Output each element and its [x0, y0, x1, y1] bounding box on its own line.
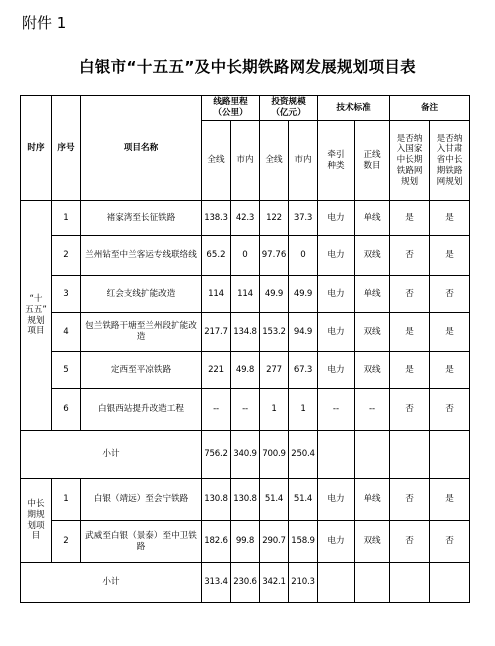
table-row — [21, 389, 470, 431]
cell-gansu-plan: 是 — [430, 479, 470, 521]
cell-mileage-total: 114 — [202, 276, 231, 313]
group2-label — [21, 479, 52, 563]
cell-mileage-city: 42.3 — [231, 201, 260, 236]
cell-mileage-city: 114 — [231, 276, 260, 313]
cell-invest-city: 1 — [289, 389, 318, 431]
group1-label-l4: 项目 — [27, 326, 45, 337]
cell-traction: 电力 — [318, 276, 355, 313]
subtotal-mileage-city: 340.9 — [231, 431, 260, 479]
subtotal-invest-city: 210.3 — [289, 563, 318, 603]
group1-label — [21, 201, 52, 431]
page-title: 白银市“十五五”及中长期铁路网发展规划项目表 — [79, 58, 416, 76]
cell-national-plan: 是 — [390, 201, 430, 236]
cell-mileage-total: 65.2 — [202, 236, 231, 276]
group2-label-l4: 目 — [31, 531, 41, 542]
cell-traction: 电力 — [318, 236, 355, 276]
header-project-name: 项目名称 — [81, 96, 202, 201]
cell-gansu-plan: 否 — [430, 276, 470, 313]
cell-gansu-plan: 否 — [430, 521, 470, 563]
cell-gansu-plan: 是 — [430, 236, 470, 276]
header-gansu-plan-l4: 期铁路 — [436, 165, 463, 176]
cell-mileage-total: 138.3 — [202, 201, 231, 236]
subtotal-label: 小计 — [21, 563, 202, 603]
attachment-label: 附件 1 — [22, 14, 67, 32]
cell-main-lines: 单线 — [355, 276, 390, 313]
table-row — [21, 352, 470, 389]
cell-seq: 3 — [52, 276, 81, 313]
header-invest-city: 市内 — [289, 121, 318, 201]
cell-seq: 1 — [52, 201, 81, 236]
header-invest-total: 全线 — [260, 121, 289, 201]
cell-mileage-city: 0 — [231, 236, 260, 276]
cell-seq: 6 — [52, 389, 81, 431]
header-investment — [260, 96, 318, 121]
header-main-lines-line2: 数目 — [363, 160, 381, 171]
subtotal-empty — [318, 563, 355, 603]
cell-traction: 电力 — [318, 201, 355, 236]
cell-main-lines: 双线 — [355, 352, 390, 389]
cell-project-name: 武威至白银（景泰）至中卫铁路 — [81, 521, 202, 563]
cell-invest-total: 122 — [260, 201, 289, 236]
cell-gansu-plan: 是 — [430, 201, 470, 236]
cell-invest-total: 290.7 — [260, 521, 289, 563]
cell-mileage-total: 130.8 — [202, 479, 231, 521]
subtotal-label: 小计 — [21, 431, 202, 479]
header-gansu-plan — [430, 121, 470, 201]
cell-invest-city: 158.9 — [289, 521, 318, 563]
group2-label-l3: 划项 — [27, 520, 45, 531]
cell-invest-city: 51.4 — [289, 479, 318, 521]
header-mileage-line2: （公里） — [213, 108, 248, 118]
header-remarks: 备注 — [390, 96, 470, 121]
cell-project-name: 白银（靖远）至会宁铁路 — [81, 479, 202, 521]
subtotal-empty — [430, 431, 470, 479]
header-investment-line1: 投资规模 — [271, 97, 306, 108]
cell-mileage-city: -- — [231, 389, 260, 431]
table-row — [21, 201, 470, 236]
header-national-plan — [390, 121, 430, 201]
header-national-plan-l5: 规划 — [400, 176, 419, 187]
subtotal-row — [21, 563, 470, 603]
group2-label-l1: 中长 — [27, 499, 45, 510]
cell-invest-city: 67.3 — [289, 352, 318, 389]
subtotal-mileage-city: 230.6 — [231, 563, 260, 603]
header-traction-line1: 牵引 — [327, 149, 345, 160]
header-traction-line2: 种类 — [327, 160, 345, 171]
header-national-plan-l2: 入国家 — [396, 144, 423, 155]
table-row — [21, 521, 470, 563]
header-main-lines — [355, 121, 390, 201]
cell-project-name: 定西至平凉铁路 — [81, 352, 202, 389]
cell-main-lines: 双线 — [355, 313, 390, 352]
cell-national-plan: 是 — [390, 352, 430, 389]
header-investment-line2: （亿元） — [271, 108, 306, 118]
cell-mileage-total: 182.6 — [202, 521, 231, 563]
header-traction — [318, 121, 355, 201]
cell-traction: 电力 — [318, 352, 355, 389]
cell-traction: 电力 — [318, 313, 355, 352]
cell-invest-total: 1 — [260, 389, 289, 431]
cell-invest-total: 153.2 — [260, 313, 289, 352]
cell-gansu-plan: 是 — [430, 313, 470, 352]
header-national-plan-l1: 是否纳 — [396, 133, 423, 144]
cell-main-lines: 双线 — [355, 236, 390, 276]
subtotal-empty — [318, 431, 355, 479]
subtotal-empty — [430, 563, 470, 603]
group1-label-l3: 规划 — [27, 315, 45, 326]
header-gansu-plan-l5: 网规划 — [436, 176, 463, 187]
header-national-plan-l4: 铁路网 — [396, 165, 423, 176]
cell-national-plan: 否 — [390, 521, 430, 563]
cell-project-name: 兰州钻至中兰客运专线联络线 — [81, 236, 202, 276]
header-gansu-plan-l2: 入甘肃 — [436, 144, 463, 155]
header-tech-standard: 技术标准 — [318, 96, 390, 121]
header-mileage-total: 全线 — [202, 121, 231, 201]
cell-national-plan: 否 — [390, 479, 430, 521]
header-mileage — [202, 96, 260, 121]
cell-main-lines: 单线 — [355, 479, 390, 521]
cell-mileage-total: -- — [202, 389, 231, 431]
cell-traction: 电力 — [318, 479, 355, 521]
cell-main-lines: 单线 — [355, 201, 390, 236]
cell-project-name: 包兰铁路干塘至兰州段扩能改造 — [81, 313, 202, 352]
table-row — [21, 236, 470, 276]
cell-invest-total: 49.9 — [260, 276, 289, 313]
cell-gansu-plan: 否 — [430, 389, 470, 431]
group2-label-l2: 期规 — [27, 509, 45, 520]
subtotal-empty — [355, 431, 390, 479]
cell-seq: 4 — [52, 313, 81, 352]
subtotal-row — [21, 431, 470, 479]
cell-invest-city: 94.9 — [289, 313, 318, 352]
cell-invest-total: 97.76 — [260, 236, 289, 276]
cell-national-plan: 否 — [390, 276, 430, 313]
header-national-plan-l3: 中长期 — [396, 155, 423, 166]
header-gansu-plan-l3: 省中长 — [436, 155, 463, 166]
cell-main-lines: 双线 — [355, 521, 390, 563]
cell-national-plan: 否 — [390, 236, 430, 276]
cell-seq: 2 — [52, 236, 81, 276]
header-main-lines-line1: 正线 — [363, 149, 381, 160]
cell-national-plan: 否 — [390, 389, 430, 431]
cell-main-lines: -- — [355, 389, 390, 431]
cell-mileage-city: 49.8 — [231, 352, 260, 389]
cell-seq: 5 — [52, 352, 81, 389]
header-mileage-line1: 线路里程 — [213, 97, 248, 108]
cell-gansu-plan: 是 — [430, 352, 470, 389]
header-period: 时序 — [21, 96, 52, 201]
group1-label-l1: “十 — [29, 294, 43, 305]
cell-project-name: 红会支线扩能改造 — [81, 276, 202, 313]
cell-invest-total: 51.4 — [260, 479, 289, 521]
cell-invest-city: 49.9 — [289, 276, 318, 313]
subtotal-invest-total: 700.9 — [260, 431, 289, 479]
table-row — [21, 479, 470, 521]
cell-invest-city: 0 — [289, 236, 318, 276]
cell-invest-city: 37.3 — [289, 201, 318, 236]
cell-invest-total: 277 — [260, 352, 289, 389]
header-gansu-plan-l1: 是否纳 — [436, 133, 463, 144]
cell-traction: 电力 — [318, 521, 355, 563]
subtotal-empty — [390, 563, 430, 603]
cell-mileage-city: 134.8 — [231, 313, 260, 352]
cell-seq: 1 — [52, 479, 81, 521]
subtotal-mileage-total: 756.2 — [202, 431, 231, 479]
cell-project-name: 白银西站提升改造工程 — [81, 389, 202, 431]
cell-traction: -- — [318, 389, 355, 431]
cell-mileage-total: 221 — [202, 352, 231, 389]
header-seq: 序号 — [52, 96, 81, 201]
railway-plan-table — [20, 95, 470, 603]
cell-mileage-total: 217.7 — [202, 313, 231, 352]
subtotal-mileage-total: 313.4 — [202, 563, 231, 603]
cell-project-name: 褚家湾至长征铁路 — [81, 201, 202, 236]
subtotal-empty — [390, 431, 430, 479]
subtotal-invest-city: 250.4 — [289, 431, 318, 479]
cell-mileage-city: 99.8 — [231, 521, 260, 563]
cell-national-plan: 是 — [390, 313, 430, 352]
table-row — [21, 313, 470, 352]
cell-seq: 2 — [52, 521, 81, 563]
subtotal-empty — [355, 563, 390, 603]
cell-mileage-city: 130.8 — [231, 479, 260, 521]
group1-label-l2: 五五” — [25, 304, 47, 315]
subtotal-invest-total: 342.1 — [260, 563, 289, 603]
table-row — [21, 276, 470, 313]
header-mileage-city: 市内 — [231, 121, 260, 201]
